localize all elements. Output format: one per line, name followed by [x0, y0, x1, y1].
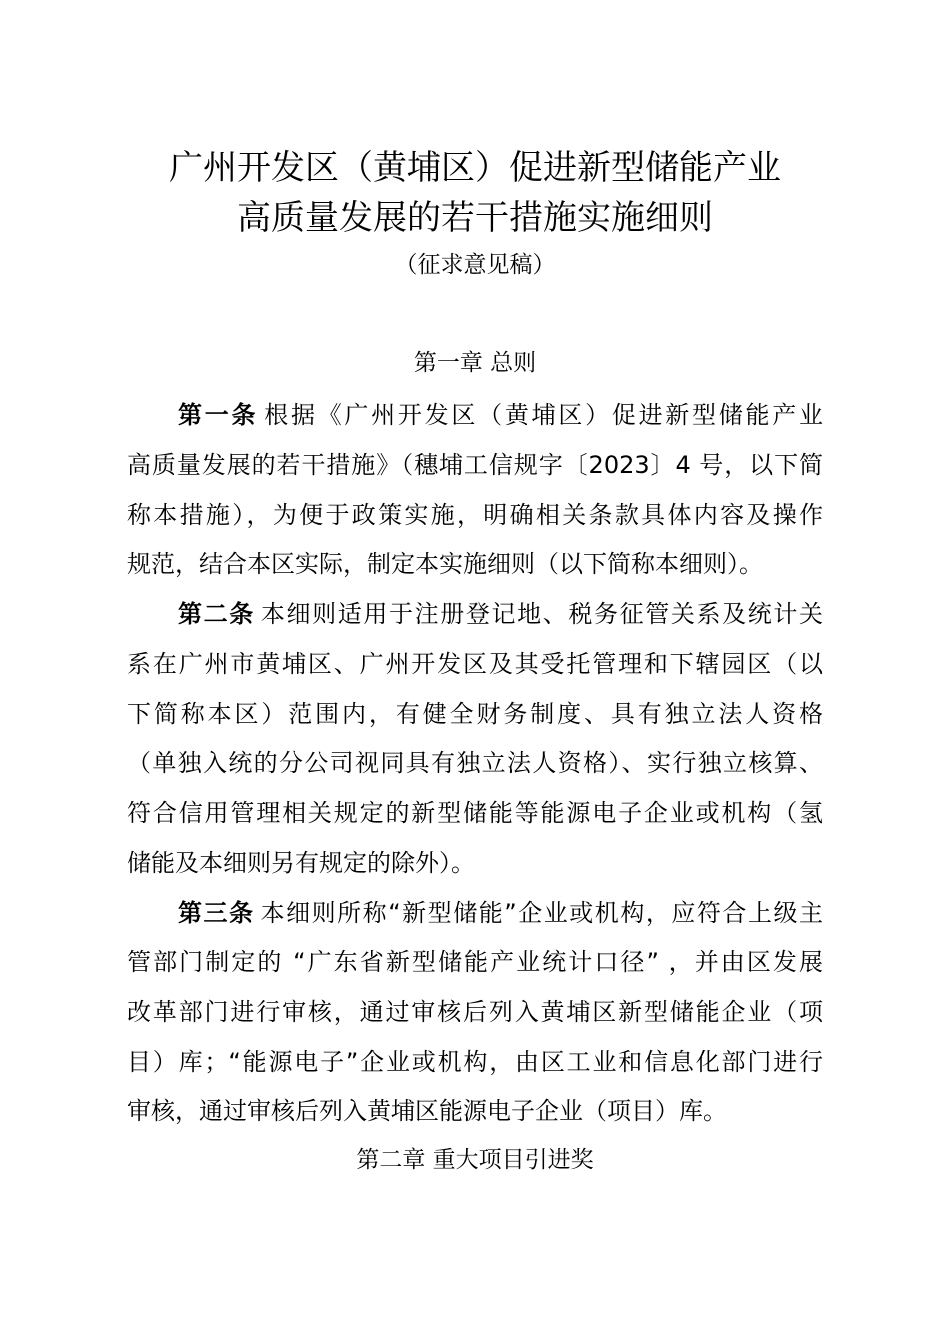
document-title-line-1: 广州开发区（黄埔区）促进新型储能产业 — [169, 148, 781, 188]
article-1-line-4: 规范，结合本区实际，制定本实施细则（以下简称本细则）。 — [127, 550, 763, 578]
article-2-line-4: （单独入统的分公司视同具有独立法人资格）、实行独立核算、 — [127, 749, 823, 777]
article-1-line-3: 称本措施），为便于政策实施，明确相关条款具体内容及操作 — [127, 501, 823, 529]
article-2-line-3: 下简称本区）范围内，有健全财务制度、具有独立法人资格 — [127, 700, 823, 728]
article-1-line-2: 高质量发展的若干措施》（穗埔工信规字〔2023〕4 号，以下简 — [127, 451, 823, 479]
article-2-line-1 — [178, 597, 823, 631]
article-1-number: 第一条 — [178, 401, 259, 429]
chapter-1-heading: 第一章 总则 — [413, 350, 537, 376]
article-3-line-4: 目）库；“能源电子”企业或机构，由区工业和信息化部门进行 — [127, 1048, 823, 1076]
article-3-line-5: 审核，通过审核后列入黄埔区能源电子企业（项目）库。 — [127, 1097, 727, 1125]
article-2-number: 第二条 — [178, 600, 255, 628]
article-3-line-3: 改革部门进行审核，通过审核后列入黄埔区新型储能企业（项 — [127, 998, 823, 1026]
article-2-line-2: 系在广州市黄埔区、广州开发区及其受托管理和下辖园区（以 — [127, 650, 823, 678]
article-3-text-1: 本细则所称“新型储能”企业或机构，应符合上级主 — [260, 899, 823, 927]
article-2-text-1: 本细则适用于注册登记地、税务征管关系及统计关 — [260, 600, 823, 628]
article-3-number: 第三条 — [178, 899, 255, 927]
document-title-line-2: 高质量发展的若干措施实施细则 — [237, 198, 713, 238]
article-1-line-1 — [178, 398, 823, 432]
article-2-line-5: 符合信用管理相关规定的新型储能等能源电子企业或机构（氢 — [127, 799, 823, 827]
article-1-text-1: 根据《广州开发区（黄埔区）促进新型储能产业 — [264, 401, 823, 429]
document-subtitle: （征求意见稿） — [394, 252, 556, 278]
article-3-line-2: 管部门制定的 “广东省新型储能产业统计口径” ，并由区发展 — [127, 948, 823, 976]
article-3-line-1 — [178, 896, 823, 930]
chapter-2-heading: 第二章 重大项目引进奖 — [356, 1147, 594, 1173]
article-2-line-6: 储能及本细则另有规定的除外）。 — [127, 849, 475, 877]
